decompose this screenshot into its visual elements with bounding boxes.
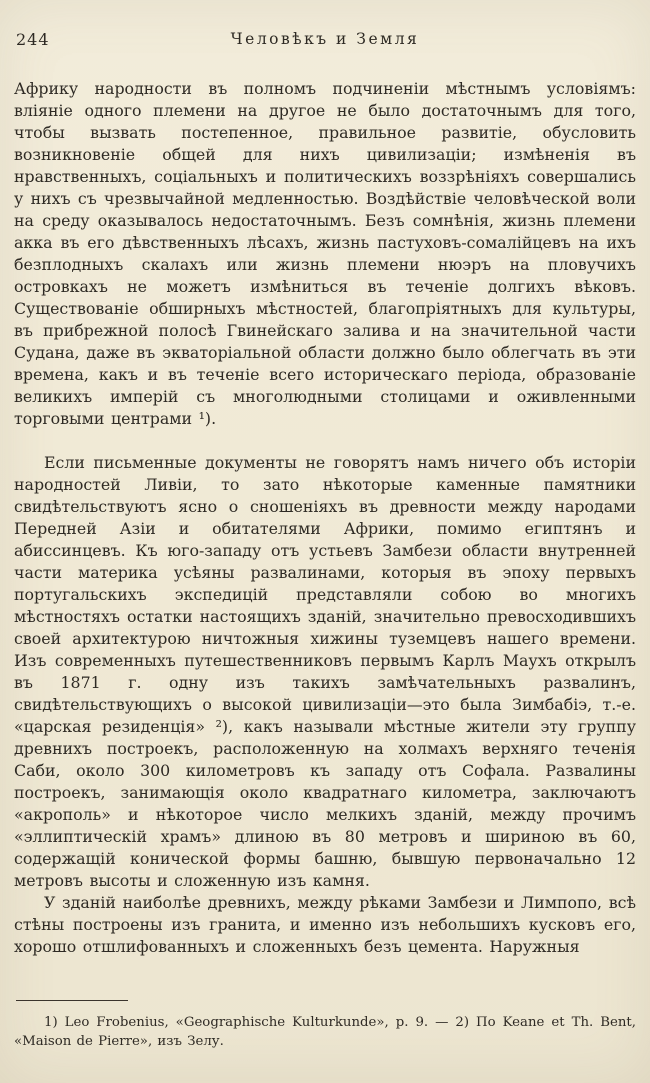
footnote-text: 1) Leo Frobenius, «Geographische Kulturkunde», p. 9. — 2) По Keane et Th. Bent, «Maison de Pierre», изъ Зелу.: [14, 1015, 636, 1049]
paragraph: Африку народности въ полномъ подчиненіи мѣстнымъ условіямъ: вліяніе одного племени на другое не было достаточнымъ для того, чтобы вызвать постепенное, правильное развитіе, обусловить возникновеніе общей для нихъ цивилизаціи; измѣненія въ нравственныхъ, соціальныхъ и политическихъ воззрѣніяхъ совершались у нихъ съ чрезвычайной медленностью. Воздѣйствіе человѣческой воли на среду оказывалось недостаточнымъ. Безъ сомнѣнія, жизнь племени акка въ его дѣвственныхъ лѣсахъ, жизнь пастуховъ-сомалійцевъ на ихъ безплодныхъ скалахъ или жизнь племени нюэръ на пловучихъ островкахъ не можетъ измѣниться въ теченіе долгихъ вѣковъ. Существованіе обширныхъ мѣстностей, благопріятныхъ для культуры, въ прибрежной полосѣ Гвинейскаго залива и на значительной части Судана, даже въ экваторіальной области должно было облегчать въ эти времена, какъ и въ теченіе всего историческаго періода, образованіе великихъ имперій съ многолюдными столицами и оживленными торговыми центрами ¹).: [14, 79, 636, 428]
footnote-rule: [16, 1000, 128, 1001]
paragraph: Если письменные документы не говорятъ намъ ничего объ исторіи народностей Ливіи, то зато нѣкоторые каменные памятники свидѣтельствуютъ ясно о сношеніяхъ въ древности между народами Передней Азіи и обитателями Африки, помимо египтянъ и абиссинцевъ. Къ юго-западу отъ устьевъ Замбези области внутренней части материка усѣяны развалинами, которыя въ эпоху первыхъ португальскихъ экспедицій представляли собою во многихъ мѣстностяхъ остатки настоящихъ зданій, значительно превосходившихъ своей архитектурою ничтожныя хижины туземцевъ нашего времени. Изъ современныхъ путешественниковъ первымъ Карлъ Маухъ открылъ въ 1871 г. одну изъ такихъ замѣчательныхъ развалинъ, свидѣтельствующихъ о высокой цивилизаціи—это была Зимбабіэ, т.-е. «царская резиденція» ²), какъ называли мѣстные жители эту группу древнихъ построекъ, расположенную на холмахъ верхняго теченія Саби, около 300 километровъ къ западу отъ Софала. Развалины построекъ, занимающія около квадратнаго километра, заключаютъ «акрополь» и нѣкоторое число мелкихъ зданій, между прочимъ «эллиптическій храмъ» длиною въ 80 метровъ и шириною въ 60, содержащій конической формы башню, бывшую первоначально 12 метровъ высоты и сложенную изъ камня.: [14, 453, 636, 890]
page-number: 244: [16, 30, 50, 49]
paragraph: У зданій наиболѣе древнихъ, между рѣками Замбези и Лимпопо, всѣ стѣны построены изъ гранита, и именно изъ небольшихъ кусковъ его, хорошо отшлифованныхъ и сложенныхъ безъ цемента. Наружныя: [14, 893, 636, 956]
body-text: [14, 78, 636, 958]
page-header: [14, 30, 636, 52]
footnote-block: [14, 1000, 636, 1051]
running-title: Человѣкъ и Земля: [230, 30, 420, 48]
